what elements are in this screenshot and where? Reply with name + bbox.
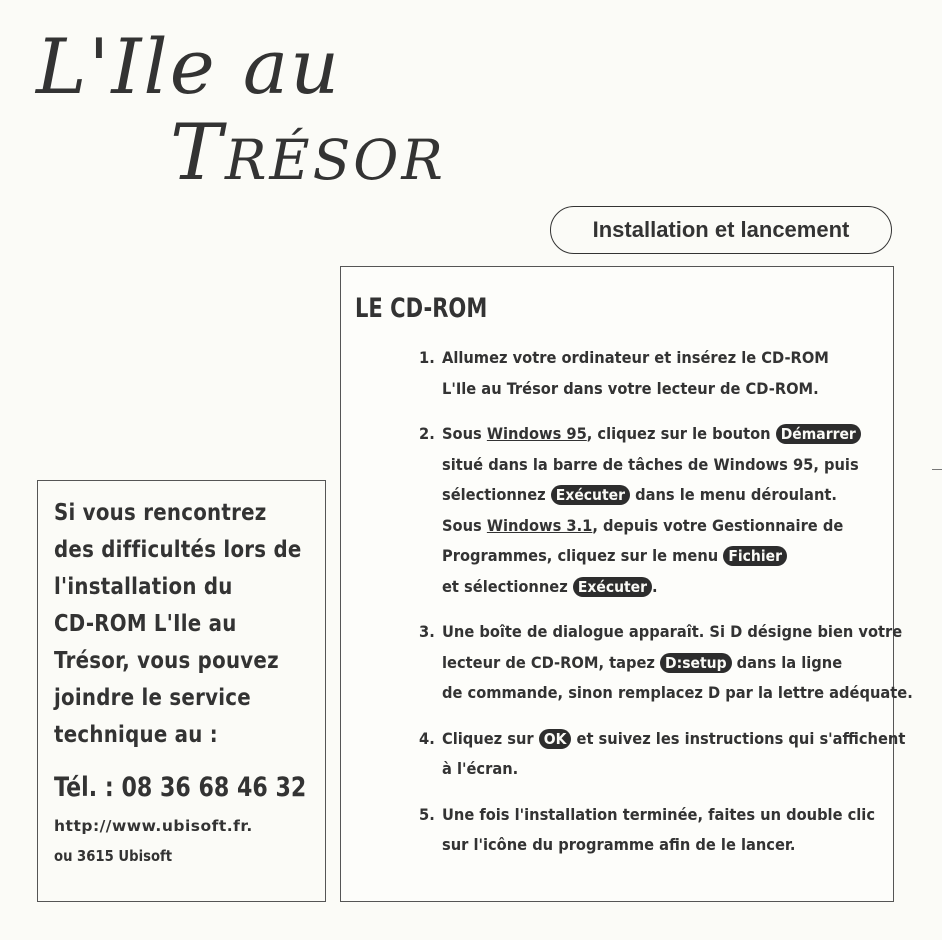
- setup-command-badge: D:setup: [660, 653, 732, 673]
- executer-button: Exécuter: [551, 485, 630, 505]
- text-fragment: dans le menu déroulant.: [629, 485, 837, 504]
- step-line: Allumez votre ordinateur et insérez le CD-ROM: [442, 348, 829, 367]
- support-line: CD-ROM L'Ile au: [54, 611, 237, 637]
- step-line: Une fois l'installation terminée, faites un double clic: [442, 804, 876, 824]
- steps-list: [419, 343, 913, 876]
- text-fragment: , depuis votre Gestionnaire de: [592, 515, 844, 535]
- step-line: [442, 724, 905, 755]
- text-fragment: sélectionnez: [442, 485, 551, 504]
- step-number: 3.: [419, 622, 435, 641]
- support-line: Si vous rencontrez: [54, 500, 267, 526]
- step-line: situé dans la barre de tâches de Windows 95, puis: [442, 454, 859, 474]
- text-fragment: Sous: [442, 515, 487, 535]
- text-fragment: Sous: [442, 424, 487, 443]
- step-1: [419, 343, 879, 404]
- section-heading-pill: Installation et lancement: [550, 206, 892, 254]
- step-line: [442, 419, 879, 450]
- step-number: 2.: [419, 424, 435, 443]
- support-line: joindre le service: [54, 685, 251, 711]
- demarrer-button: Démarrer: [776, 424, 861, 444]
- text-fragment: et suivez les instructions qui s'affichent: [571, 728, 906, 748]
- step-number: 5.: [419, 804, 435, 824]
- step-3: [419, 617, 913, 709]
- support-phone: Tél. : 08 36 68 46 32: [54, 772, 307, 803]
- windows31-label: Windows 3.1: [486, 515, 593, 535]
- step-4: [419, 724, 906, 785]
- text-fragment: et sélectionnez: [442, 576, 573, 596]
- step-line: sur l'icône du programme afin de le lancer.: [442, 835, 796, 854]
- step-line: [442, 511, 879, 542]
- step-5: [419, 800, 879, 861]
- cdrom-title: LE CD-ROM: [355, 293, 488, 324]
- support-line: technique au :: [54, 722, 218, 748]
- text-fragment: .: [652, 576, 658, 596]
- step-number: 4.: [419, 728, 435, 748]
- support-website: http://www.ubisoft.fr.: [54, 817, 253, 835]
- support-minitel: ou 3615 Ubisoft: [54, 847, 173, 865]
- support-text: [54, 495, 338, 754]
- step-2: [419, 419, 879, 602]
- support-line: des difficultés lors de: [54, 537, 302, 563]
- step-line: [442, 480, 879, 511]
- edge-mark: [932, 469, 942, 470]
- title-line-1: L'Ile au: [36, 22, 342, 111]
- text-fragment: lecteur de CD-ROM, tapez: [442, 652, 661, 672]
- step-line: Une boîte de dialogue apparaît. Si D désigne bien votre: [442, 622, 903, 641]
- text-fragment: , cliquez sur le bouton: [586, 424, 776, 443]
- step-number: 1.: [419, 348, 435, 367]
- text-fragment: Programmes, cliquez sur le menu: [442, 546, 724, 565]
- step-line: [442, 541, 879, 572]
- step-line: de commande, sinon remplacez D par la lettre adéquate.: [442, 683, 913, 702]
- step-line: à l'écran.: [442, 759, 519, 778]
- support-line: Trésor, vous pouvez: [54, 648, 279, 674]
- fichier-button: Fichier: [723, 546, 787, 566]
- support-line: l'installation du: [54, 574, 233, 600]
- windows95-label: Windows 95: [486, 424, 587, 443]
- text-fragment: dans la ligne: [731, 652, 843, 672]
- cdrom-instructions-box: [340, 266, 913, 902]
- executer-button: Exécuter: [573, 577, 652, 597]
- text-fragment: Cliquez sur: [442, 728, 539, 748]
- step-line: L'Ile au Trésor dans votre lecteur de CD-ROM.: [442, 378, 819, 398]
- step-line: [442, 572, 879, 603]
- title-line-2: Trésor: [170, 108, 446, 198]
- ok-button: OK: [539, 729, 572, 749]
- step-line: [442, 648, 913, 679]
- support-contact-box: [37, 480, 326, 902]
